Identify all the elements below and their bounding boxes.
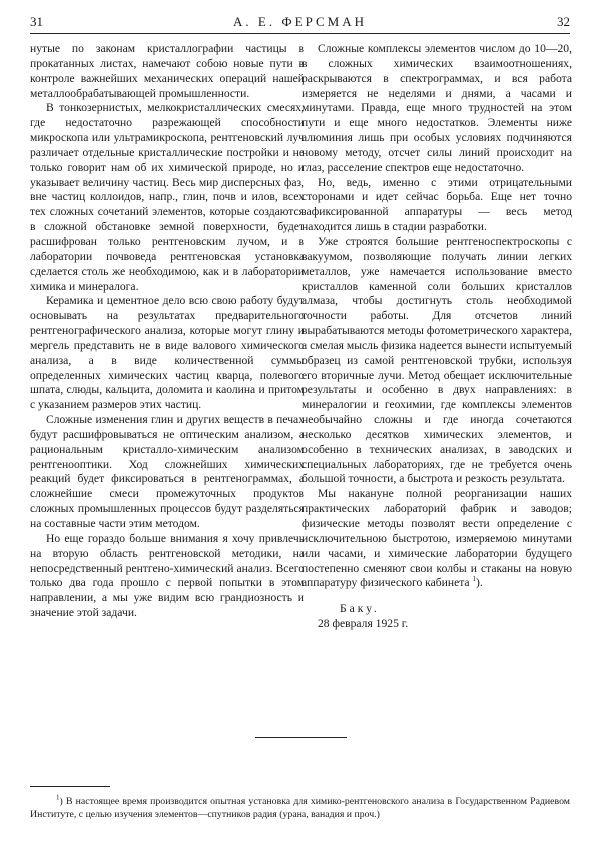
page-number-left: 31 xyxy=(30,14,43,29)
date: 28 февраля 1925 г. xyxy=(318,617,409,631)
page-number-right: 32 xyxy=(557,14,570,29)
page-header xyxy=(30,14,570,32)
header-rule xyxy=(30,33,570,34)
paragraph: Но еще гораздо больше внимания я хочу привлечь на вторую область рентгеновской методики, на непосредственный рентгено-химический анализ. Всего только два года прошло с первой попытки в этом направлении, а мы уже видим всю грандиозность и значение этой задачи. xyxy=(30,531,304,620)
paragraph: Керамика и цементное дело всю свою работу будут основывать на результатах предварительного рентгенографического анализа, которые могут глину и мергель представить не в виде валового химического анализа, а в виде количественной суммы определенных химических частиц кварца, полевого шпата, слюды, кальцита, доломита и каолина и притом с указанием размеров этих частиц. xyxy=(30,294,304,412)
paragraph: Но, ведь, именно с этими отрицательными сторонами и идет сейчас борьба. Еще нет точно зафиксированной аппаратуры — весь метод находится лишь в стадии разработки. xyxy=(302,175,572,234)
footnote xyxy=(30,795,570,821)
paragraph: Сложные изменения глин и других веществ в печах будут расшифровываться не оптическим анализом, а рациональным кристалло-химическим анализом рентгенооптики. Ход сложнейших химических реакций будет фиксироваться в рентгенограммах, а сложнейшие смеси промежуточных продуктов сложных промышленных процессов будут разделяться на составные части этим методом. xyxy=(30,413,304,530)
footnote-mark: 1 xyxy=(56,793,60,802)
end-rule xyxy=(255,737,347,738)
paragraph: Сложные комплексы элементов числом до 10—20, в сложных химических взаимоотношениях, раскрываются в спектрограммах, и вся работа измеряется не неделями и днями, а часами и минутами. Правда, еще много трудностей на этом пути и еще много недостатков. Элементы ниже алюминия лишь при особых условиях подчиняются новому методу, отсчет силы линий происходит на глаз, расселение спектров еще недостаточно. xyxy=(302,42,572,174)
signoff xyxy=(302,601,572,631)
footnote-text: ) В настоящее время производится опытная установка для химико-рентгеновского анализа в Государственном Радиевом Институте, с целью изучения элементов—спутников радия (урана, ванадия и проч.) xyxy=(30,796,570,820)
footnote-reference: 1 xyxy=(472,575,476,584)
place-name: Баку. xyxy=(340,602,380,616)
paragraph: нутые по законам кристаллографии частицы в прокатанных листах, намечают собою новые пути в контроле важнейших механических операций нашей металлообрабатывающей промышленности. xyxy=(30,42,304,100)
running-head-title: А. Е. ФЕРСМАН xyxy=(233,14,367,29)
footnote-rule xyxy=(30,786,110,787)
paragraph-text: Мы накануне полной реорганизации наших практических лабораторий фабрик и заводов; физические методы позволят вести определение с исключительною быстротою, измеряемою минутами или часами, и химические лаборатории будущего постепенно сменяют свои колбы и стаканы на новую аппаратуру физического кабинета xyxy=(302,487,572,590)
paragraph: В тонкозернистых, мелкокристаллических смесях, где недостаточно разрежающей способности микроскопа или ультрамикроскопа, рентгеновский луч различает отдельные кристаллические постройки и не только говорит нам об их химической природе, но и указывает величину частиц. Весь мир дисперсных фаз, вне частиц коллоидов, напр., глин, почв и илов, всех тех сложных сочетаний элементов, которые создаются в сложной обстановке земной поверхности, будет расшифрован только рентгеновским лучом, и в лаборатории почвоведа рентгеновская установка сделается столь же необходимою, как и в лаборатории химика и минералога. xyxy=(30,101,304,293)
paragraph: Уже строятся большие рентгеноспектроскопы с вакуумом, позволяющие получать линии легких металлов, уже намечается использование вместо кристаллов каменной соли больших кристаллов алмаза, чтобы достигнуть столь необходимой точности работы. Для отсчетов линий вырабатываются методы фотометрического характера, а смелая мысль физика надеется вынести испытуемый образец из самой рентгеновской трубки, используя его вторичные лучи. Метод обещает исключительные результаты и особенно в двух направлениях: в минералогии и геохимии, где комплексы элементов необычайно сложны и где иногда сочетаются несколько десятков химических элементов, и особенно в технических анализах, в заводских и специальных лабораториях, где не требуется очень большой точности, а быстрота и резкость результата. xyxy=(302,234,572,486)
left-column xyxy=(30,42,304,621)
paragraph-tail: ). xyxy=(475,576,483,590)
right-column xyxy=(302,42,572,631)
paragraph-with-footnote xyxy=(302,487,572,591)
